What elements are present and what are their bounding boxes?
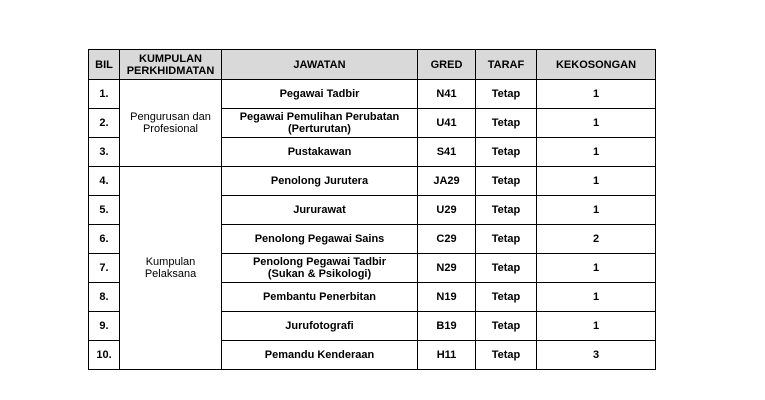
- cell-taraf: Tetap: [476, 196, 537, 225]
- cell-taraf: Tetap: [476, 312, 537, 341]
- cell-bil: 7.: [89, 254, 120, 283]
- kumpulan-line2: Pelaksana: [144, 268, 197, 280]
- cell-gred: N41: [418, 80, 476, 109]
- cell-kekosongan: 1: [537, 283, 656, 312]
- table-row: [89, 167, 656, 196]
- cell-taraf: Tetap: [476, 167, 537, 196]
- cell-jawatan: Penolong Pegawai Sains: [222, 225, 418, 254]
- cell-gred: N29: [418, 254, 476, 283]
- cell-taraf: Tetap: [476, 341, 537, 370]
- header-kumpulan-line2: PERKHIDMATAN: [126, 64, 215, 77]
- cell-kumpulan-pengurusan: [120, 80, 222, 167]
- header-row: [89, 50, 656, 80]
- jawatan-line1: Penolong Pegawai Tadbir: [252, 256, 387, 268]
- cell-kekosongan: 1: [537, 254, 656, 283]
- cell-bil: 6.: [89, 225, 120, 254]
- jawatan-line1: Pegawai Pemulihan Perubatan: [239, 111, 400, 123]
- header-kumpulan-perkhidmatan: [120, 50, 222, 80]
- cell-jawatan: Pegawai Tadbir: [222, 80, 418, 109]
- cell-bil: 1.: [89, 80, 120, 109]
- cell-kekosongan: 3: [537, 341, 656, 370]
- vacancy-table: [88, 49, 656, 370]
- cell-jawatan: [222, 254, 418, 283]
- header-jawatan: JAWATAN: [222, 50, 418, 80]
- cell-taraf: Tetap: [476, 109, 537, 138]
- cell-jawatan: Pemandu Kenderaan: [222, 341, 418, 370]
- cell-kekosongan: 1: [537, 196, 656, 225]
- cell-kekosongan: 1: [537, 109, 656, 138]
- cell-jawatan: Jurufotografi: [222, 312, 418, 341]
- cell-taraf: Tetap: [476, 254, 537, 283]
- kumpulan-line1: Kumpulan: [145, 256, 196, 268]
- cell-gred: U29: [418, 196, 476, 225]
- cell-kekosongan: 1: [537, 138, 656, 167]
- cell-jawatan: Pustakawan: [222, 138, 418, 167]
- cell-gred: C29: [418, 225, 476, 254]
- cell-taraf: Tetap: [476, 80, 537, 109]
- header-kekosongan: KEKOSONGAN: [537, 50, 656, 80]
- cell-kekosongan: 1: [537, 312, 656, 341]
- header-taraf: TARAF: [476, 50, 537, 80]
- cell-kumpulan-pelaksana: [120, 167, 222, 370]
- jawatan-line2: (Perturutan): [288, 123, 351, 135]
- cell-taraf: Tetap: [476, 283, 537, 312]
- cell-jawatan: Penolong Jurutera: [222, 167, 418, 196]
- cell-taraf: Tetap: [476, 225, 537, 254]
- cell-kekosongan: 2: [537, 225, 656, 254]
- cell-bil: 4.: [89, 167, 120, 196]
- cell-bil: 5.: [89, 196, 120, 225]
- cell-gred: H11: [418, 341, 476, 370]
- cell-taraf: Tetap: [476, 138, 537, 167]
- header-kumpulan-line1: KUMPULAN: [139, 52, 202, 65]
- header-bil: BIL: [89, 50, 120, 80]
- cell-bil: 10.: [89, 341, 120, 370]
- cell-bil: 3.: [89, 138, 120, 167]
- cell-gred: B19: [418, 312, 476, 341]
- cell-kekosongan: 1: [537, 167, 656, 196]
- cell-gred: S41: [418, 138, 476, 167]
- cell-gred: N19: [418, 283, 476, 312]
- cell-bil: 8.: [89, 283, 120, 312]
- cell-bil: 2.: [89, 109, 120, 138]
- cell-bil: 9.: [89, 312, 120, 341]
- jawatan-line2: (Sukan & Psikologi): [267, 268, 372, 280]
- cell-jawatan: Jururawat: [222, 196, 418, 225]
- cell-jawatan: Pembantu Penerbitan: [222, 283, 418, 312]
- kumpulan-line1: Pengurusan dan: [130, 111, 211, 123]
- cell-gred: JA29: [418, 167, 476, 196]
- cell-gred: U41: [418, 109, 476, 138]
- table-row: [89, 80, 656, 109]
- kumpulan-line2: Profesional: [142, 123, 199, 135]
- header-gred: GRED: [418, 50, 476, 80]
- cell-jawatan: [222, 109, 418, 138]
- cell-kekosongan: 1: [537, 80, 656, 109]
